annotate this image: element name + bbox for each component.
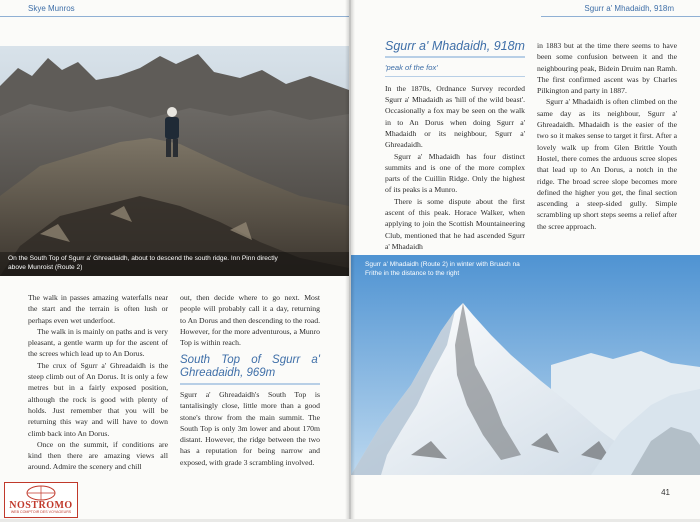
paragraph: There is some dispute about the first ascent of this peak. Horace Walker, when applying to join the Scottish Mountaineering Club, mentioned that he had ascended Sgurr a' Mhadaidh [385, 196, 525, 251]
ridge-photo-art [0, 46, 349, 276]
heading-rule [180, 383, 320, 385]
running-header-left: Skye Munros [28, 4, 75, 13]
nostromo-logo [4, 482, 78, 518]
book-gutter [345, 0, 355, 519]
page-number: 41 [661, 488, 670, 497]
south-top-text: Sgurr a' Ghreadaidh's South Top is tantalisingly close, little more than a good stone's throw from the main summit. The South Top is only 3m lower and about 170m distant. However, the ridge between the two has a reputation for being narrow and exposed, with grade 3 scrambling involved. [180, 389, 320, 467]
left-page [0, 0, 349, 519]
header-rule-right [541, 16, 700, 17]
paragraph: Sgurr a' Mhadaidh has four distinct summits and is one of the more complex parts of the Cuillin Ridge. Only the highest of its peaks is a Munro. [385, 151, 525, 195]
paragraph: The walk in is mainly on paths and is very pleasant, a gentle warm up for the ascent of the screes which lead up to An Dorus. [28, 326, 168, 359]
left-column-2 [180, 292, 320, 468]
paragraph: out, then decide where to go next. Most people will probably call it a day, returning to An Dorus and then descending to the road. However, for the more adventurous, a Munro Top is within reach. [180, 293, 320, 348]
paragraph: Once on the summit, if conditions are kind then there are amazing views all around. Admire the scenery and chill [28, 439, 168, 472]
mhadaidh-heading: Sgurr a' Mhadaidh, 918m [385, 39, 525, 53]
heading-rule [385, 56, 525, 58]
paragraph: The walk in passes amazing waterfalls near the start and the terrain is often lush or perhaps even wet underfoot. [28, 293, 168, 325]
logo-name: NOSTROMO [9, 500, 73, 511]
paragraph: The crux of Sgurr a' Ghreadaidh is the steep climb out of An Dorus. It is only a few metres but in a fairly exposed position, although the rock is good with plenty of holds. Just remember that you will be returning this way and will have to down climb back into An Dorus. [28, 360, 168, 438]
header-rule-left [0, 16, 349, 17]
right-column-1 [385, 40, 525, 252]
left-column-1 [28, 292, 168, 473]
paragraph: In the 1870s, Ordnance Survey recorded Sgurr a' Mhadaidh as 'hill of the wild beast'. Occasionally a fox may be seen on the walk in to An Dorus when doing Sgurr a' Mhadaidh or its neighbour, Sgurr a' Ghreadaidh. [385, 83, 525, 150]
winter-peak-caption: Sgurr a' Mhadaidh (Route 2) in winter with Bruach na Frithe in the distance to the right [365, 261, 520, 277]
winter-peak-art [351, 255, 700, 475]
logo-tagline: WEB COMPTOIR DES VOYAGEURS [10, 510, 72, 514]
paragraph: in 1883 but at the time there seems to have been some confusion between it and the neighbouring peak, Bidein Druim nan Ramh. The first confirmed ascent was by Charles Pilkington and party in 1887. [537, 41, 677, 96]
subheading-rule [385, 76, 525, 77]
winter-peak-photo [351, 255, 700, 475]
south-top-heading: South Top of Sgurr a' Ghreadaidh, 969m [180, 354, 320, 380]
right-column-2 [537, 40, 677, 232]
ridge-photo [0, 46, 349, 276]
running-header-right: Sgurr a' Mhadaidh, 918m [584, 4, 674, 13]
paragraph: Sgurr a' Mhadaidh is often climbed on the same day as its neighbour, Sgurr a' Ghreadaidh. Mhadaidh is the easier of the two so it makes sense to target it first. After a lovely walk up from Glen Brittle Youth Hostel, there comes the arduous scree slopes that lead up to An Dorus, a notch in the ridge. The broad scree slope becomes more defined the higher you get, the final section ascending a steep-sided gully. Simple scrambling up short steps seems a relief after the scree approach. [537, 97, 677, 231]
ridge-photo-caption: On the South Top of Sgurr a' Ghreadaidh, about to descend the south ridge. Inn Pinn directly above Munroist (Route 2) [8, 255, 278, 271]
name-meaning: 'peak of the fox' [385, 62, 438, 72]
